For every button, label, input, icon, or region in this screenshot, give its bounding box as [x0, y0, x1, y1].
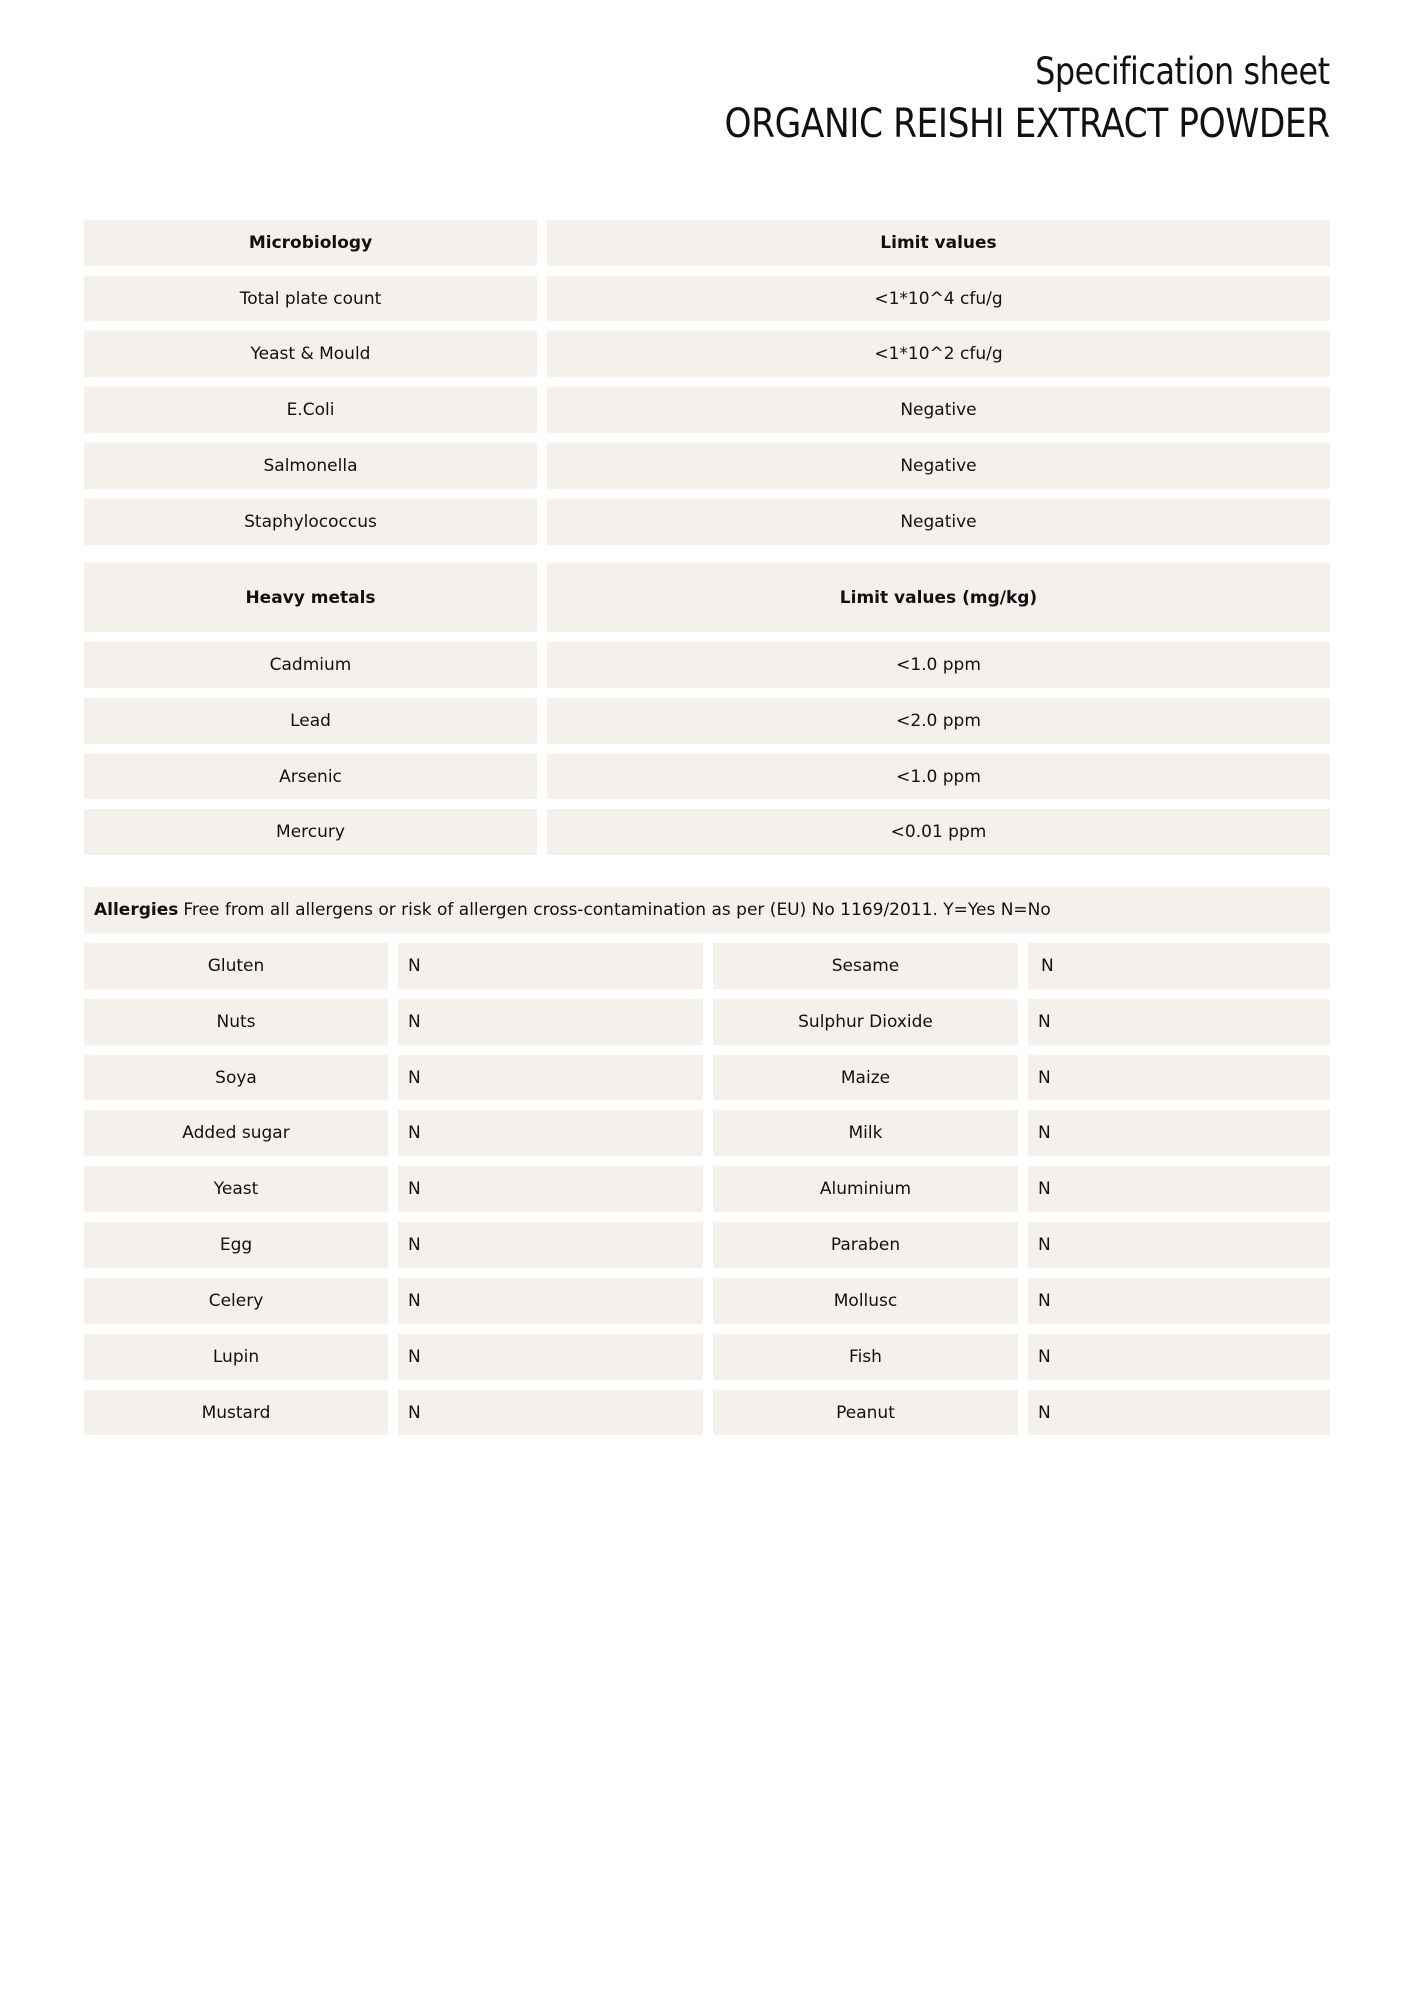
allergen-name: Peanut	[713, 1390, 1018, 1435]
table-cell: Yeast & Mould	[84, 331, 537, 377]
allergies-note-text: Free from all allergens or risk of allergen cross-contamination as per (EU) No 1169/2011. Y=Yes N=No	[183, 900, 1051, 920]
allergen-value: N	[398, 1278, 703, 1324]
allergen-value: N	[398, 1055, 703, 1100]
allergen-name: Gluten	[84, 943, 388, 989]
allergen-value: N	[398, 1222, 703, 1268]
table-cell: <0.01 ppm	[547, 809, 1330, 855]
allergen-name: Milk	[713, 1110, 1018, 1156]
allergen-value: N	[398, 1166, 703, 1212]
table-cell: <1.0 ppm	[547, 754, 1330, 799]
allergen-name: Sulphur Dioxide	[713, 999, 1018, 1045]
table-header-cell: Microbiology	[84, 220, 537, 266]
allergen-name: Aluminium	[713, 1166, 1018, 1212]
allergen-value: N	[1028, 943, 1330, 989]
table-cell: <2.0 ppm	[547, 698, 1330, 744]
table-cell: Negative	[547, 387, 1330, 433]
table-header-cell: Heavy metals	[84, 563, 537, 632]
allergen-name: Soya	[84, 1055, 388, 1100]
table-cell: <1*10^2 cfu/g	[547, 331, 1330, 377]
allergen-name: Nuts	[84, 999, 388, 1045]
table-cell: Salmonella	[84, 443, 537, 489]
table-cell: Arsenic	[84, 754, 537, 799]
table-header-cell: Limit values (mg/kg)	[547, 563, 1330, 632]
allergen-name: Egg	[84, 1222, 388, 1268]
table-cell: Cadmium	[84, 642, 537, 688]
allergen-name: Celery	[84, 1278, 388, 1324]
allergen-value: N	[1028, 1110, 1330, 1156]
table-header-cell: Limit values	[547, 220, 1330, 266]
document-subtitle: Specification sheet	[1035, 50, 1330, 93]
allergen-name: Paraben	[713, 1222, 1018, 1268]
allergen-value: N	[1028, 1278, 1330, 1324]
allergen-value: N	[1028, 1334, 1330, 1380]
allergen-value: N	[1028, 1166, 1330, 1212]
allergen-value: N	[1028, 1222, 1330, 1268]
allergen-value: N	[398, 1110, 703, 1156]
table-cell: Staphylococcus	[84, 499, 537, 545]
allergen-name: Added sugar	[84, 1110, 388, 1156]
allergen-name: Sesame	[713, 943, 1018, 989]
allergen-value: N	[398, 943, 703, 989]
allergies-note	[84, 887, 1330, 933]
document-header	[626, 46, 1330, 150]
allergen-value: N	[398, 999, 703, 1045]
allergen-value: N	[398, 1390, 703, 1435]
allergen-name: Mustard	[84, 1390, 388, 1435]
table-cell: Negative	[547, 499, 1330, 545]
document-title: ORGANIC REISHI EXTRACT POWDER	[724, 101, 1330, 147]
table-cell: <1*10^4 cfu/g	[547, 276, 1330, 321]
allergen-value: N	[1028, 1390, 1330, 1435]
allergen-name: Fish	[713, 1334, 1018, 1380]
allergen-value: N	[1028, 999, 1330, 1045]
allergies-label: Allergies	[94, 900, 179, 920]
table-cell: <1.0 ppm	[547, 642, 1330, 688]
table-cell: Total plate count	[84, 276, 537, 321]
allergen-name: Mollusc	[713, 1278, 1018, 1324]
allergen-value: N	[398, 1334, 703, 1380]
allergen-name: Maize	[713, 1055, 1018, 1100]
table-cell: Mercury	[84, 809, 537, 855]
table-cell: Negative	[547, 443, 1330, 489]
table-cell: E.Coli	[84, 387, 537, 433]
table-cell: Lead	[84, 698, 537, 744]
allergen-name: Yeast	[84, 1166, 388, 1212]
allergen-name: Lupin	[84, 1334, 388, 1380]
allergen-value: N	[1028, 1055, 1330, 1100]
